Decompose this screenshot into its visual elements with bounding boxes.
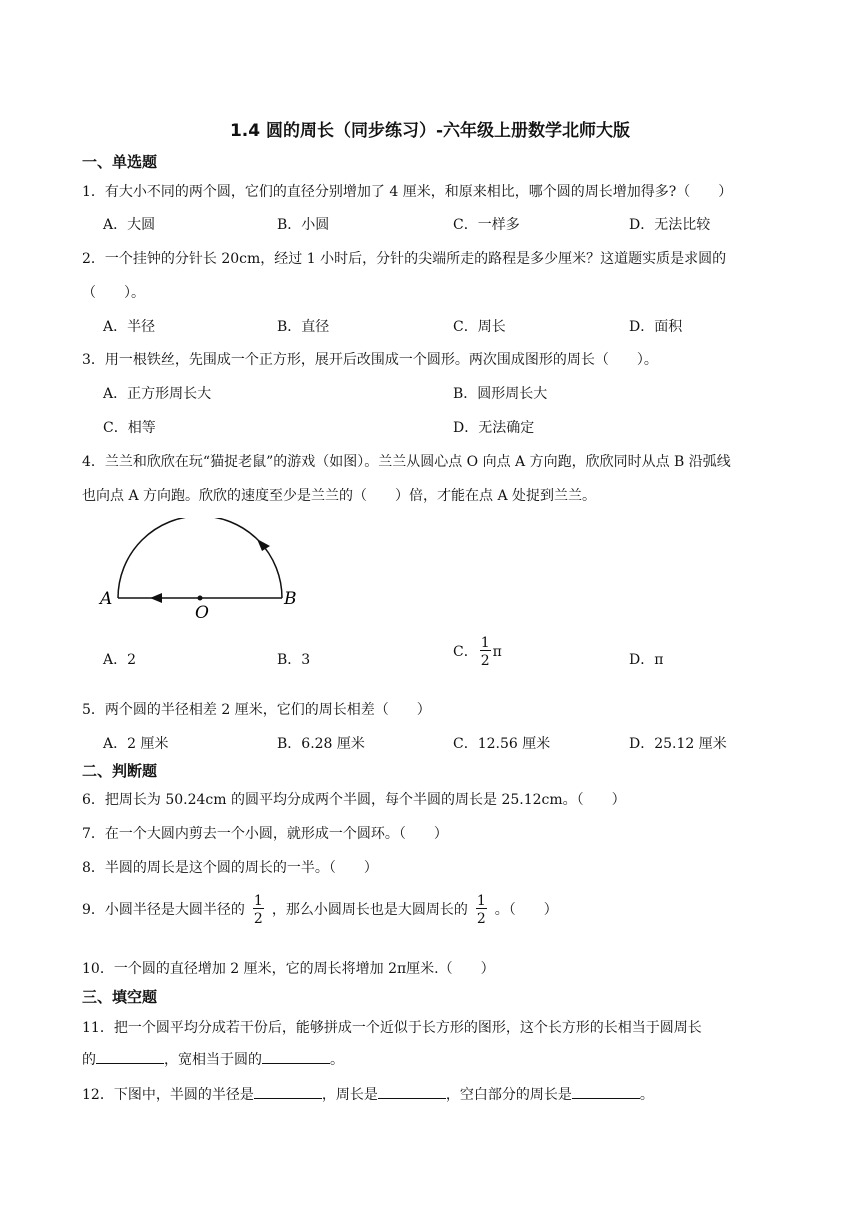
q3-option-d[interactable]: D．无法确定	[453, 420, 535, 436]
q4-option-c-pi: π	[492, 644, 502, 660]
q1-option-c[interactable]: C．一样多	[453, 217, 520, 233]
q2-option-b[interactable]: B．直径	[277, 319, 330, 335]
question-4-line-2: 也向点 A 方向跑。欣欣的速度至少是兰兰的（ ）倍，才能在点 A 处捉到兰兰。	[82, 488, 597, 504]
q2-option-a[interactable]: A．半径	[103, 319, 156, 335]
question-2-line-2: （ ）。	[82, 285, 145, 301]
section-fill-blank: 三、填空题	[82, 988, 158, 1006]
q4-option-c[interactable]	[453, 636, 502, 668]
q2-option-c[interactable]: C．周长	[453, 319, 506, 335]
q3-option-a[interactable]: A．正方形周长大	[103, 386, 212, 402]
q5-option-d[interactable]: D．25.12 厘米	[629, 736, 727, 752]
q4-option-a[interactable]: A．2	[103, 652, 137, 668]
q9-fraction-2: $\frac{1}{2}$	[476, 893, 486, 927]
question-1: 1．有大小不同的两个圆，它们的直径分别增加了 4 厘米，和原来相比，哪个圆的周长增加得多?（ ）	[82, 184, 733, 200]
label-a: A	[100, 589, 113, 609]
question-12: 12．下图中，半圆的半径是 ，周长是 ，空白部分的周长是 。	[82, 1084, 654, 1104]
question-8: 8．半圆的周长是这个圆的周长的一半。（ ）	[82, 860, 378, 876]
question-6: 6．把周长为 50.24cm 的圆平均分成两个半圆，每个半圆的周长是 25.12cm。（ ）	[82, 792, 626, 808]
q4-option-c-prefix: C．	[453, 644, 478, 660]
page-title: 1.4 圆的周长（同步练习）-六年级上册数学北师大版	[229, 121, 631, 141]
arrow-along-arc	[257, 539, 270, 551]
q11-blank-2[interactable]	[262, 1049, 330, 1064]
q5-option-c[interactable]: C．12.56 厘米	[453, 736, 551, 752]
q4-option-c-fraction: $\frac{1}{2}$	[480, 635, 490, 669]
q12-blank-3[interactable]	[572, 1084, 640, 1099]
q2-option-d[interactable]: D．面积	[629, 319, 683, 335]
q1-option-d[interactable]: D．无法比较	[629, 217, 711, 233]
question-11-line-1: 11．把一个圆平均分成若干份后，能够拼成一个近似于长方形的图形，这个长方形的长相当于圆周长	[82, 1020, 702, 1036]
q5-option-a[interactable]: A．2 厘米	[103, 736, 169, 752]
label-o: O	[195, 603, 209, 623]
q3-option-b[interactable]: B．圆形周长大	[453, 386, 548, 402]
section-single-choice: 一、单选题	[82, 153, 158, 171]
q12-blank-2[interactable]	[378, 1084, 446, 1099]
question-11-line-2: 的 ，宽相当于圆的 。	[82, 1049, 344, 1069]
semicircle-figure	[96, 518, 316, 628]
question-9: 9．小圆半径是大圆半径的 $\frac{1}{2}$ ，那么小圆周长也是大圆周长的 $\frac{1}{2}$ 。（ ）	[82, 893, 558, 927]
q1-option-b[interactable]: B．小圆	[277, 217, 330, 233]
q11-blank-1[interactable]	[96, 1049, 164, 1064]
question-2-line-1: 2．一个挂钟的分针长 20cm，经过 1 小时后，分针的尖端所走的路程是多少厘米？这道题实质是求圆的	[82, 251, 727, 267]
q4-option-d[interactable]: D．π	[629, 652, 664, 668]
question-3: 3．用一根铁丝，先围成一个正方形，展开后改围成一个圆形。两次围成图形的周长（ ）。	[82, 352, 658, 368]
q5-option-b[interactable]: B．6.28 厘米	[277, 736, 365, 752]
section-true-false: 二、判断题	[82, 762, 158, 780]
q9-fraction-1: $\frac{1}{2}$	[253, 893, 263, 927]
q3-option-c[interactable]: C．相等	[103, 420, 156, 436]
q4-option-b[interactable]: B．3	[277, 652, 311, 668]
arrow-toward-a	[150, 593, 162, 603]
center-point-o	[198, 596, 203, 601]
question-4-line-1: 4．兰兰和欣欣在玩“猫捉老鼠”的游戏（如图）。兰兰从圆心点 O 向点 A 方向跑，欣欣同时从点 B 沿弧线	[82, 454, 731, 470]
q1-option-a[interactable]: A．大圆	[103, 217, 156, 233]
question-7: 7．在一个大圆内剪去一个小圆，就形成一个圆环。（ ）	[82, 826, 448, 842]
question-5: 5．两个圆的半径相差 2 厘米，它们的周长相差（ ）	[82, 702, 431, 718]
question-10: 10．一个圆的直径增加 2 厘米，它的周长将增加 2π厘米.（ ）	[82, 961, 495, 977]
q12-blank-1[interactable]	[254, 1084, 322, 1099]
label-b: B	[284, 589, 297, 609]
semicircle-arc	[118, 518, 282, 598]
